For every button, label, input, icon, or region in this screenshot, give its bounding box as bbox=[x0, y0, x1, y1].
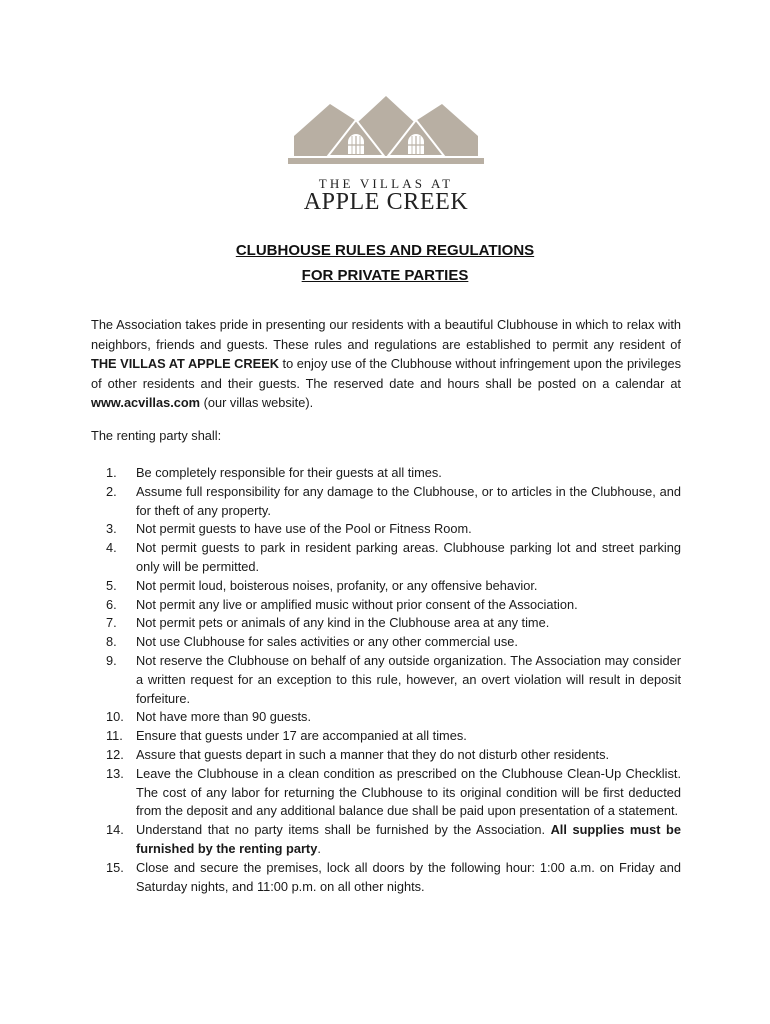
rule-item bbox=[91, 577, 681, 596]
rule-text: Assume full responsibility for any damage to the Clubhouse, or to articles in the Clubhouse, and for theft of any property. bbox=[136, 483, 681, 518]
rule-item bbox=[91, 859, 681, 897]
rule-text: Not have more than 90 guests. bbox=[136, 709, 311, 725]
rule-item bbox=[91, 727, 681, 746]
rule-text: Not permit any live or amplified music without prior consent of the Association. bbox=[136, 596, 578, 612]
rule-text: Not permit guests to have use of the Pool or Fitness Room. bbox=[136, 521, 472, 537]
logo-text-line2: APPLE CREEK bbox=[303, 189, 469, 215]
rule-text: Leave the Clubhouse in a clean condition as prescribed on the Clubhouse Clean-Up Checklist. The cost of any labor for returning the Clubhouse to its original condition will be first deducted from the deposit and any additional balance due shall be paid upon presentation of a statement. bbox=[136, 765, 681, 819]
rule-text-end: . bbox=[317, 840, 321, 856]
rule-text: Close and secure the premises, lock all doors by the following hour: 1:00 a.m. on Friday and Saturday nights, and 11:00 p.m. on all other nights. bbox=[136, 859, 681, 894]
rule-number: 12. bbox=[106, 746, 124, 762]
rule-item bbox=[91, 765, 681, 821]
rule-text: Assure that guests depart in such a manner that they do not disturb other residents. bbox=[136, 746, 610, 762]
rule-item bbox=[91, 539, 681, 577]
rule-text: Not reserve the Clubhouse on behalf of any outside organization. The Association may consider a written request for an exception to this rule, however, an overt violation will result in deposit forfeiture. bbox=[136, 652, 681, 706]
rule-number: 11. bbox=[106, 728, 123, 744]
rule-number: 4. bbox=[106, 540, 117, 556]
rule-text: Not permit pets or animals of any kind in the Clubhouse area at any time. bbox=[136, 615, 550, 631]
intro-text-2: to enjoy use of the Clubhouse without infringement upon the privileges of other residents and their guests. The reserved date and hours shall be posted on a calendar at bbox=[91, 356, 681, 391]
rule-number: 7. bbox=[106, 615, 117, 631]
villas-logo bbox=[288, 92, 484, 216]
rules-list bbox=[91, 464, 681, 896]
rule-item bbox=[91, 464, 681, 483]
rule-number: 14. bbox=[106, 822, 124, 838]
rule-item bbox=[91, 520, 681, 539]
rule-number: 1. bbox=[106, 465, 117, 480]
rule-number: 5. bbox=[106, 577, 117, 593]
intro-paragraph bbox=[91, 315, 681, 413]
rule-item bbox=[91, 633, 681, 652]
rule-number: 8. bbox=[106, 634, 117, 650]
rule-text: Be completely responsible for their guests at all times. bbox=[136, 465, 442, 480]
rule-number: 6. bbox=[106, 596, 117, 612]
intro-text-1: The Association takes pride in presenting our residents with a beautiful Clubhouse in which to relax with neighbors, friends and guests. These rules and regulations are established to permit any resident of bbox=[91, 317, 681, 352]
logo-text-line1: THE VILLAS AT bbox=[318, 176, 454, 191]
rule-text: Not use Clubhouse for sales activities or any other commercial use. bbox=[136, 634, 518, 650]
intro-text-3: (our villas website). bbox=[200, 395, 314, 410]
rule-item bbox=[91, 746, 681, 765]
community-name: THE VILLAS AT APPLE CREEK bbox=[91, 356, 279, 371]
rule-text: Ensure that guests under 17 are accompanied at all times. bbox=[136, 728, 467, 744]
rule-item bbox=[91, 708, 681, 727]
document-title: CLUBHOUSE RULES AND REGULATIONS bbox=[235, 242, 535, 259]
rule-number: 13. bbox=[106, 765, 124, 781]
website-link[interactable]: www.acvillas.com bbox=[91, 395, 201, 410]
rooflines-logo-graphic bbox=[288, 92, 484, 176]
rule-text: Not permit loud, boisterous noises, profanity, or any offensive behavior. bbox=[136, 577, 538, 593]
rule-item bbox=[91, 614, 681, 633]
rules-lead-in: The renting party shall: bbox=[91, 428, 222, 443]
rule-item bbox=[91, 821, 681, 859]
rule-number: 10. bbox=[106, 709, 124, 725]
rule-item bbox=[91, 652, 681, 708]
rule-item bbox=[91, 483, 681, 521]
document-subtitle: FOR PRIVATE PARTIES bbox=[301, 267, 469, 284]
rule-text: Understand that no party items shall be furnished by the Association. bbox=[136, 822, 551, 838]
rule-number: 2. bbox=[106, 483, 117, 499]
rule-number: 15. bbox=[106, 859, 124, 875]
rule-text: Not permit guests to park in resident parking areas. Clubhouse parking lot and street parking only will be permitted. bbox=[136, 540, 681, 574]
rule-number: 3. bbox=[106, 521, 117, 537]
rule-item bbox=[91, 596, 681, 615]
rule-number: 9. bbox=[106, 652, 117, 668]
rule-emphasis: All supplies must be furnished by the renting party bbox=[136, 822, 681, 856]
